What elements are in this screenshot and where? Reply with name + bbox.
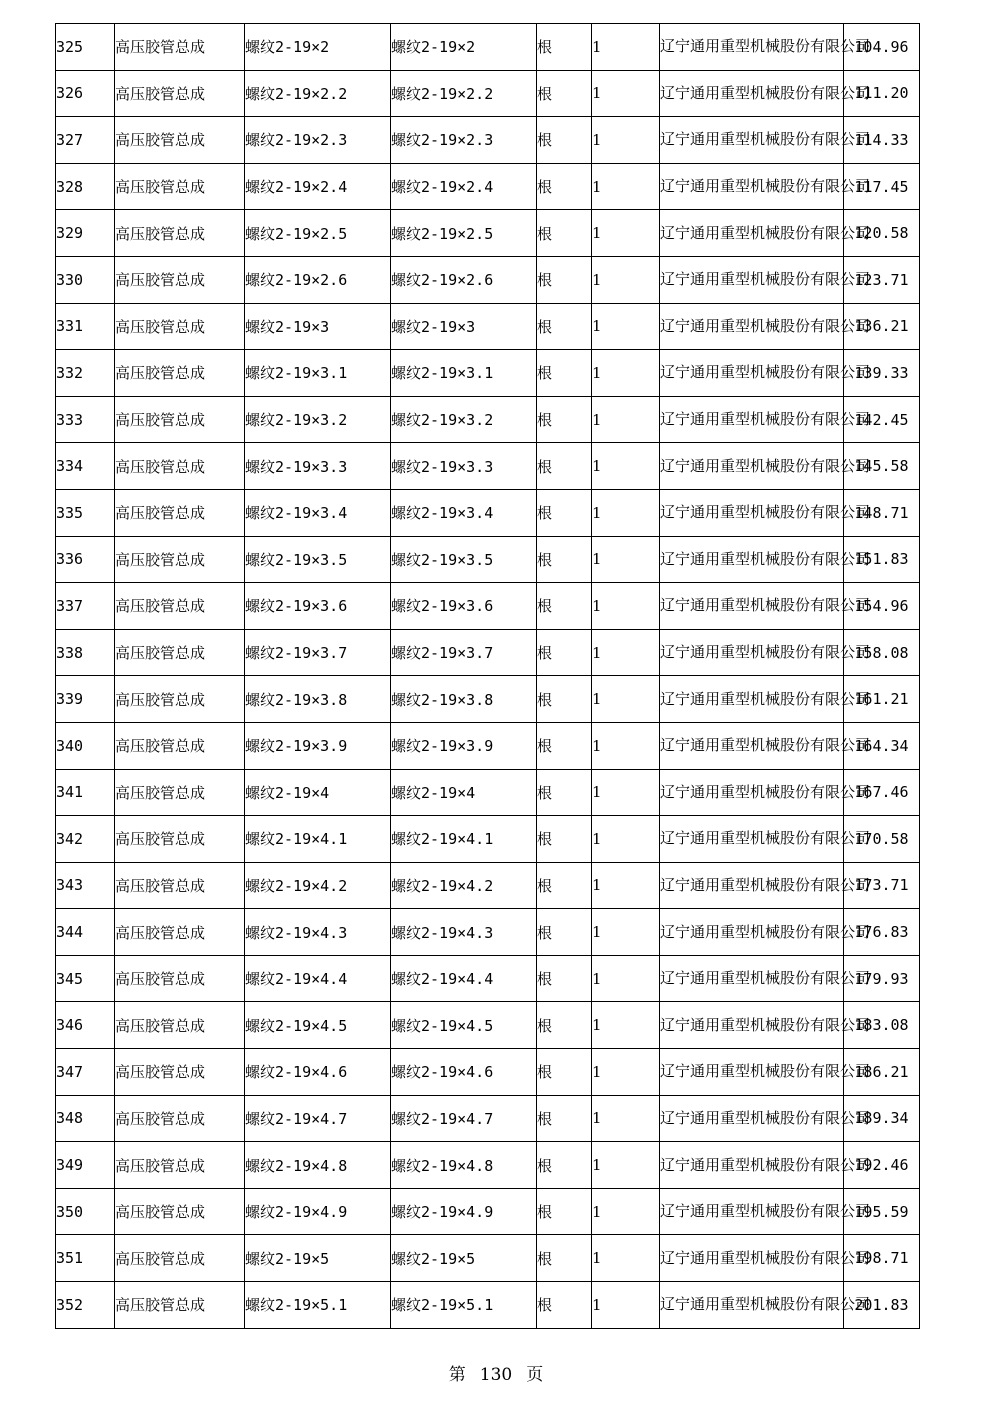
- item-unit: 根: [537, 1142, 592, 1189]
- table-row: [56, 163, 920, 210]
- item-number: 344: [56, 909, 115, 956]
- item-spec: 螺纹2-19×2.3: [245, 117, 391, 164]
- item-price: 154.96: [844, 583, 920, 630]
- item-price: 164.34: [844, 722, 920, 769]
- item-quantity: 1: [592, 1002, 660, 1049]
- item-name: 高压胶管总成: [115, 722, 245, 769]
- item-price: 192.46: [844, 1142, 920, 1189]
- item-spec: 螺纹2-19×3.5: [245, 536, 391, 583]
- item-manufacturer: 辽宁通用重型机械股份有限公司: [660, 489, 844, 536]
- item-name: 高压胶管总成: [115, 489, 245, 536]
- item-name: 高压胶管总成: [115, 909, 245, 956]
- item-spec: 螺纹2-19×2.4: [245, 163, 391, 210]
- item-price: 158.08: [844, 629, 920, 676]
- item-unit: 根: [537, 676, 592, 723]
- item-model: 螺纹2-19×3.3: [391, 443, 537, 490]
- item-model: 螺纹2-19×2.4: [391, 163, 537, 210]
- item-model: 螺纹2-19×2: [391, 24, 537, 71]
- item-spec: 螺纹2-19×4.8: [245, 1142, 391, 1189]
- table-row: [56, 1282, 920, 1329]
- item-number: 334: [56, 443, 115, 490]
- item-name: 高压胶管总成: [115, 583, 245, 630]
- item-price: 111.20: [844, 70, 920, 117]
- item-spec: 螺纹2-19×4.3: [245, 909, 391, 956]
- item-spec: 螺纹2-19×4: [245, 769, 391, 816]
- item-model: 螺纹2-19×4.1: [391, 816, 537, 863]
- item-name: 高压胶管总成: [115, 210, 245, 257]
- item-unit: 根: [537, 489, 592, 536]
- item-model: 螺纹2-19×2.5: [391, 210, 537, 257]
- item-unit: 根: [537, 210, 592, 257]
- item-price: 151.83: [844, 536, 920, 583]
- table-row: [56, 1235, 920, 1282]
- item-spec: 螺纹2-19×3.3: [245, 443, 391, 490]
- table-row: [56, 1095, 920, 1142]
- item-quantity: 1: [592, 1282, 660, 1329]
- item-name: 高压胶管总成: [115, 536, 245, 583]
- item-manufacturer: 辽宁通用重型机械股份有限公司: [660, 1142, 844, 1189]
- item-manufacturer: 辽宁通用重型机械股份有限公司: [660, 1049, 844, 1096]
- item-manufacturer: 辽宁通用重型机械股份有限公司: [660, 816, 844, 863]
- item-price: 139.33: [844, 350, 920, 397]
- item-price: 161.21: [844, 676, 920, 723]
- item-number: 333: [56, 396, 115, 443]
- item-name: 高压胶管总成: [115, 1002, 245, 1049]
- item-name: 高压胶管总成: [115, 117, 245, 164]
- item-unit: 根: [537, 117, 592, 164]
- table-row: [56, 629, 920, 676]
- item-manufacturer: 辽宁通用重型机械股份有限公司: [660, 909, 844, 956]
- item-number: 330: [56, 256, 115, 303]
- item-quantity: 1: [592, 1095, 660, 1142]
- item-model: 螺纹2-19×3.8: [391, 676, 537, 723]
- item-number: 346: [56, 1002, 115, 1049]
- table-row: [56, 1188, 920, 1235]
- item-unit: 根: [537, 24, 592, 71]
- item-price: 198.71: [844, 1235, 920, 1282]
- item-model: 螺纹2-19×4.2: [391, 862, 537, 909]
- item-number: 336: [56, 536, 115, 583]
- item-price: 201.83: [844, 1282, 920, 1329]
- item-unit: 根: [537, 303, 592, 350]
- table-row: [56, 769, 920, 816]
- item-manufacturer: 辽宁通用重型机械股份有限公司: [660, 676, 844, 723]
- item-manufacturer: 辽宁通用重型机械股份有限公司: [660, 1095, 844, 1142]
- item-manufacturer: 辽宁通用重型机械股份有限公司: [660, 1235, 844, 1282]
- item-number: 341: [56, 769, 115, 816]
- item-name: 高压胶管总成: [115, 24, 245, 71]
- item-price: 186.21: [844, 1049, 920, 1096]
- item-number: 325: [56, 24, 115, 71]
- table-row: [56, 583, 920, 630]
- item-unit: 根: [537, 163, 592, 210]
- item-spec: 螺纹2-19×4.2: [245, 862, 391, 909]
- item-unit: 根: [537, 629, 592, 676]
- item-unit: 根: [537, 256, 592, 303]
- item-quantity: 1: [592, 769, 660, 816]
- item-model: 螺纹2-19×2.6: [391, 256, 537, 303]
- item-number: 352: [56, 1282, 115, 1329]
- item-model: 螺纹2-19×2.3: [391, 117, 537, 164]
- item-unit: 根: [537, 1002, 592, 1049]
- item-manufacturer: 辽宁通用重型机械股份有限公司: [660, 256, 844, 303]
- item-spec: 螺纹2-19×4.6: [245, 1049, 391, 1096]
- item-name: 高压胶管总成: [115, 350, 245, 397]
- item-quantity: 1: [592, 862, 660, 909]
- item-price: 189.34: [844, 1095, 920, 1142]
- item-number: 349: [56, 1142, 115, 1189]
- item-number: 331: [56, 303, 115, 350]
- item-unit: 根: [537, 443, 592, 490]
- item-price: 176.83: [844, 909, 920, 956]
- item-quantity: 1: [592, 816, 660, 863]
- item-number: 332: [56, 350, 115, 397]
- item-quantity: 1: [592, 629, 660, 676]
- item-number: 338: [56, 629, 115, 676]
- item-spec: 螺纹2-19×3.9: [245, 722, 391, 769]
- item-manufacturer: 辽宁通用重型机械股份有限公司: [660, 1188, 844, 1235]
- item-manufacturer: 辽宁通用重型机械股份有限公司: [660, 536, 844, 583]
- item-spec: 螺纹2-19×3.4: [245, 489, 391, 536]
- item-manufacturer: 辽宁通用重型机械股份有限公司: [660, 210, 844, 257]
- item-manufacturer: 辽宁通用重型机械股份有限公司: [660, 722, 844, 769]
- item-name: 高压胶管总成: [115, 769, 245, 816]
- table-row: [56, 862, 920, 909]
- table-row: [56, 536, 920, 583]
- item-number: 342: [56, 816, 115, 863]
- item-name: 高压胶管总成: [115, 955, 245, 1002]
- item-price: 114.33: [844, 117, 920, 164]
- item-price: 104.96: [844, 24, 920, 71]
- item-price: 145.58: [844, 443, 920, 490]
- item-spec: 螺纹2-19×3.2: [245, 396, 391, 443]
- table-row: [56, 909, 920, 956]
- item-model: 螺纹2-19×5.1: [391, 1282, 537, 1329]
- item-manufacturer: 辽宁通用重型机械股份有限公司: [660, 396, 844, 443]
- item-number: 328: [56, 163, 115, 210]
- item-number: 347: [56, 1049, 115, 1096]
- item-spec: 螺纹2-19×2.2: [245, 70, 391, 117]
- item-name: 高压胶管总成: [115, 676, 245, 723]
- item-price: 179.93: [844, 955, 920, 1002]
- table-row: [56, 722, 920, 769]
- item-name: 高压胶管总成: [115, 862, 245, 909]
- item-spec: 螺纹2-19×3.6: [245, 583, 391, 630]
- table-row: [56, 350, 920, 397]
- item-price: 123.71: [844, 256, 920, 303]
- item-quantity: 1: [592, 1188, 660, 1235]
- item-number: 339: [56, 676, 115, 723]
- item-quantity: 1: [592, 163, 660, 210]
- item-quantity: 1: [592, 1235, 660, 1282]
- item-name: 高压胶管总成: [115, 1095, 245, 1142]
- item-quantity: 1: [592, 536, 660, 583]
- table-row: [56, 676, 920, 723]
- item-quantity: 1: [592, 909, 660, 956]
- item-unit: 根: [537, 862, 592, 909]
- item-spec: 螺纹2-19×2: [245, 24, 391, 71]
- table-row: [56, 489, 920, 536]
- item-model: 螺纹2-19×3.9: [391, 722, 537, 769]
- item-quantity: 1: [592, 489, 660, 536]
- table-row: [56, 256, 920, 303]
- item-price: 136.21: [844, 303, 920, 350]
- item-quantity: 1: [592, 350, 660, 397]
- item-model: 螺纹2-19×3.7: [391, 629, 537, 676]
- table-row: [56, 1002, 920, 1049]
- item-spec: 螺纹2-19×4.7: [245, 1095, 391, 1142]
- item-unit: 根: [537, 1282, 592, 1329]
- table-row: [56, 24, 920, 71]
- item-manufacturer: 辽宁通用重型机械股份有限公司: [660, 1282, 844, 1329]
- table-row: [56, 117, 920, 164]
- table-row: [56, 210, 920, 257]
- item-model: 螺纹2-19×3.6: [391, 583, 537, 630]
- item-name: 高压胶管总成: [115, 256, 245, 303]
- item-model: 螺纹2-19×4.9: [391, 1188, 537, 1235]
- table-row: [56, 303, 920, 350]
- item-number: 329: [56, 210, 115, 257]
- item-model: 螺纹2-19×4: [391, 769, 537, 816]
- item-unit: 根: [537, 722, 592, 769]
- item-price: 183.08: [844, 1002, 920, 1049]
- item-model: 螺纹2-19×3.2: [391, 396, 537, 443]
- item-name: 高压胶管总成: [115, 816, 245, 863]
- item-spec: 螺纹2-19×3.8: [245, 676, 391, 723]
- item-model: 螺纹2-19×4.5: [391, 1002, 537, 1049]
- item-spec: 螺纹2-19×5: [245, 1235, 391, 1282]
- table-row: [56, 70, 920, 117]
- item-number: 326: [56, 70, 115, 117]
- item-model: 螺纹2-19×3: [391, 303, 537, 350]
- page-footer: [0, 1360, 992, 1385]
- item-quantity: 1: [592, 583, 660, 630]
- item-manufacturer: 辽宁通用重型机械股份有限公司: [660, 163, 844, 210]
- item-manufacturer: 辽宁通用重型机械股份有限公司: [660, 70, 844, 117]
- item-manufacturer: 辽宁通用重型机械股份有限公司: [660, 24, 844, 71]
- item-price: 148.71: [844, 489, 920, 536]
- page-suffix: 页: [526, 1365, 544, 1385]
- item-unit: 根: [537, 583, 592, 630]
- item-model: 螺纹2-19×4.6: [391, 1049, 537, 1096]
- table-row: [56, 396, 920, 443]
- item-spec: 螺纹2-19×3.7: [245, 629, 391, 676]
- item-manufacturer: 辽宁通用重型机械股份有限公司: [660, 350, 844, 397]
- item-quantity: 1: [592, 117, 660, 164]
- item-name: 高压胶管总成: [115, 1235, 245, 1282]
- item-quantity: 1: [592, 396, 660, 443]
- item-unit: 根: [537, 955, 592, 1002]
- item-spec: 螺纹2-19×5.1: [245, 1282, 391, 1329]
- item-unit: 根: [537, 70, 592, 117]
- item-name: 高压胶管总成: [115, 1282, 245, 1329]
- item-name: 高压胶管总成: [115, 1049, 245, 1096]
- item-model: 螺纹2-19×4.7: [391, 1095, 537, 1142]
- item-name: 高压胶管总成: [115, 443, 245, 490]
- item-name: 高压胶管总成: [115, 70, 245, 117]
- item-unit: 根: [537, 1049, 592, 1096]
- item-manufacturer: 辽宁通用重型机械股份有限公司: [660, 303, 844, 350]
- item-manufacturer: 辽宁通用重型机械股份有限公司: [660, 1002, 844, 1049]
- item-unit: 根: [537, 350, 592, 397]
- item-model: 螺纹2-19×4.4: [391, 955, 537, 1002]
- item-model: 螺纹2-19×3.5: [391, 536, 537, 583]
- item-spec: 螺纹2-19×2.5: [245, 210, 391, 257]
- item-name: 高压胶管总成: [115, 163, 245, 210]
- item-unit: 根: [537, 1235, 592, 1282]
- price-table: [55, 23, 920, 1329]
- item-unit: 根: [537, 909, 592, 956]
- item-name: 高压胶管总成: [115, 1142, 245, 1189]
- item-model: 螺纹2-19×2.2: [391, 70, 537, 117]
- item-quantity: 1: [592, 676, 660, 723]
- item-price: 120.58: [844, 210, 920, 257]
- page-prefix: 第: [448, 1365, 466, 1385]
- page-number: 130: [479, 1365, 513, 1385]
- item-model: 螺纹2-19×5: [391, 1235, 537, 1282]
- item-manufacturer: 辽宁通用重型机械股份有限公司: [660, 769, 844, 816]
- item-name: 高压胶管总成: [115, 396, 245, 443]
- item-quantity: 1: [592, 1142, 660, 1189]
- item-model: 螺纹2-19×3.4: [391, 489, 537, 536]
- item-quantity: 1: [592, 256, 660, 303]
- item-number: 345: [56, 955, 115, 1002]
- item-price: 142.45: [844, 396, 920, 443]
- item-name: 高压胶管总成: [115, 1188, 245, 1235]
- item-number: 337: [56, 583, 115, 630]
- item-number: 348: [56, 1095, 115, 1142]
- item-price: 195.59: [844, 1188, 920, 1235]
- item-unit: 根: [537, 816, 592, 863]
- item-number: 327: [56, 117, 115, 164]
- table-row: [56, 955, 920, 1002]
- item-price: 173.71: [844, 862, 920, 909]
- item-manufacturer: 辽宁通用重型机械股份有限公司: [660, 443, 844, 490]
- item-unit: 根: [537, 769, 592, 816]
- item-quantity: 1: [592, 1049, 660, 1096]
- item-spec: 螺纹2-19×4.5: [245, 1002, 391, 1049]
- item-spec: 螺纹2-19×3: [245, 303, 391, 350]
- item-price: 117.45: [844, 163, 920, 210]
- item-spec: 螺纹2-19×3.1: [245, 350, 391, 397]
- item-quantity: 1: [592, 24, 660, 71]
- item-spec: 螺纹2-19×4.9: [245, 1188, 391, 1235]
- item-number: 340: [56, 722, 115, 769]
- table-row: [56, 1142, 920, 1189]
- item-manufacturer: 辽宁通用重型机械股份有限公司: [660, 955, 844, 1002]
- table-row: [56, 816, 920, 863]
- item-spec: 螺纹2-19×4.1: [245, 816, 391, 863]
- item-quantity: 1: [592, 443, 660, 490]
- item-manufacturer: 辽宁通用重型机械股份有限公司: [660, 862, 844, 909]
- item-price: 167.46: [844, 769, 920, 816]
- item-spec: 螺纹2-19×2.6: [245, 256, 391, 303]
- table-body: [56, 24, 920, 1329]
- item-unit: 根: [537, 536, 592, 583]
- item-manufacturer: 辽宁通用重型机械股份有限公司: [660, 117, 844, 164]
- item-number: 335: [56, 489, 115, 536]
- item-model: 螺纹2-19×3.1: [391, 350, 537, 397]
- item-quantity: 1: [592, 210, 660, 257]
- item-unit: 根: [537, 1095, 592, 1142]
- table-row: [56, 443, 920, 490]
- item-number: 351: [56, 1235, 115, 1282]
- item-unit: 根: [537, 1188, 592, 1235]
- item-quantity: 1: [592, 955, 660, 1002]
- item-quantity: 1: [592, 70, 660, 117]
- item-manufacturer: 辽宁通用重型机械股份有限公司: [660, 629, 844, 676]
- item-quantity: 1: [592, 303, 660, 350]
- item-model: 螺纹2-19×4.8: [391, 1142, 537, 1189]
- item-number: 350: [56, 1188, 115, 1235]
- item-number: 343: [56, 862, 115, 909]
- item-name: 高压胶管总成: [115, 629, 245, 676]
- item-spec: 螺纹2-19×4.4: [245, 955, 391, 1002]
- item-model: 螺纹2-19×4.3: [391, 909, 537, 956]
- table-row: [56, 1049, 920, 1096]
- item-name: 高压胶管总成: [115, 303, 245, 350]
- item-price: 170.58: [844, 816, 920, 863]
- item-manufacturer: 辽宁通用重型机械股份有限公司: [660, 583, 844, 630]
- item-quantity: 1: [592, 722, 660, 769]
- item-unit: 根: [537, 396, 592, 443]
